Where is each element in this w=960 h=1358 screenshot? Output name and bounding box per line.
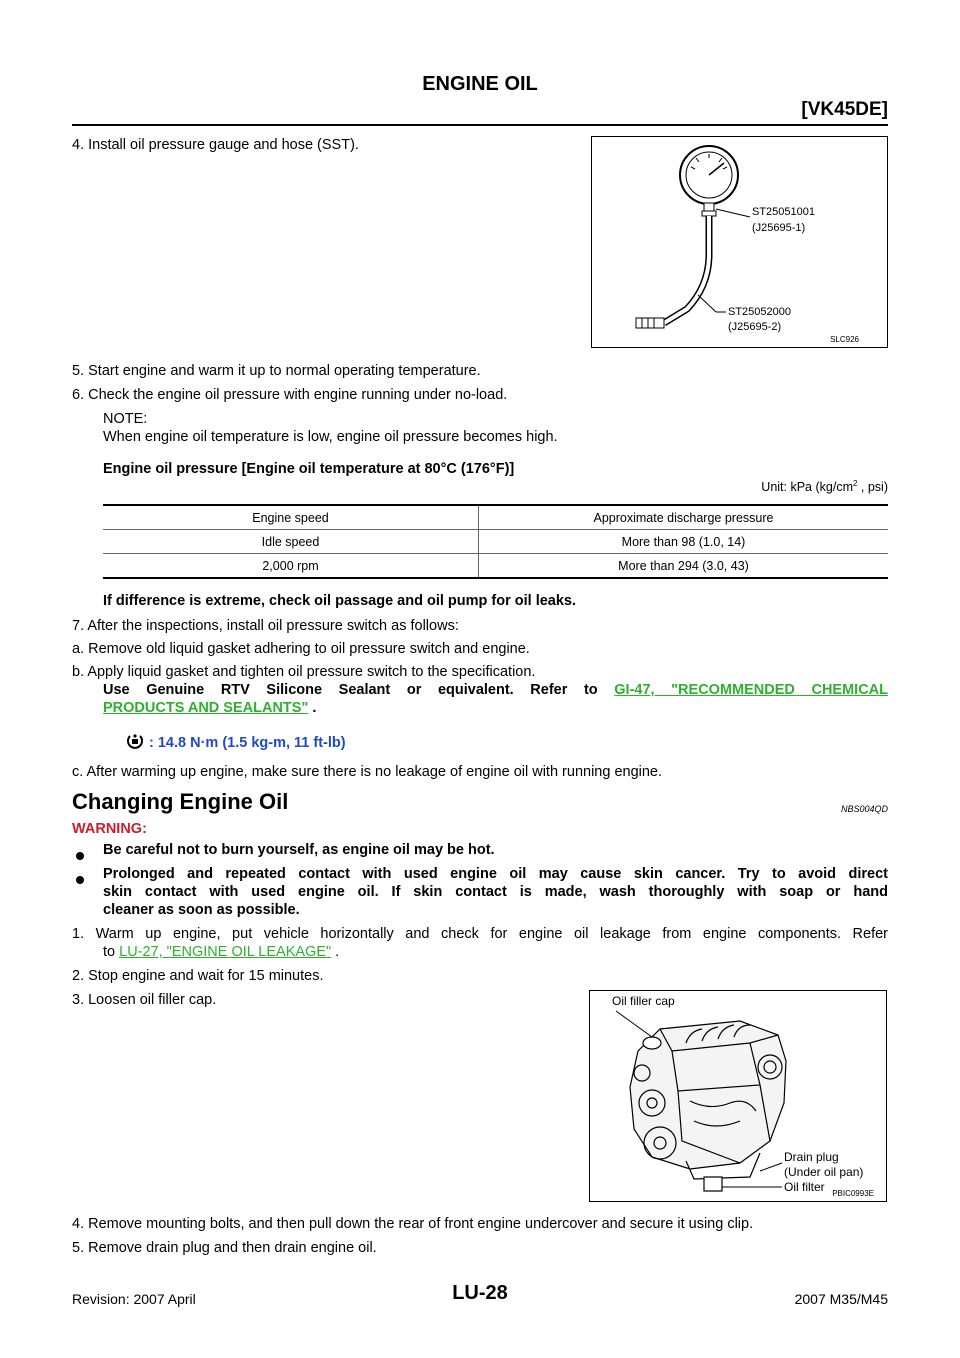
label-st25051001: ST25051001 [752,206,815,218]
table-cell: 2,000 rpm [103,554,479,578]
warning-item: Be careful not to burn yourself, as engine oil may be hot. [103,842,495,858]
label-drain-plug: Drain plug [784,1150,839,1164]
table-header: Engine speed [103,506,479,530]
page-number: LU-28 [452,1282,508,1304]
label-st25052000: ST25052000 [728,306,791,318]
page-title: ENGINE OIL [422,73,538,95]
header-rule [72,124,888,126]
note-title: NOTE: [103,411,148,427]
section-heading: Changing Engine Oil [72,789,289,814]
engine-illustration [590,991,886,1201]
oil-pressure-gauge-illustration [592,137,887,347]
oil-pressure-table [103,504,888,579]
step-b: b. Apply liquid gasket and tighten oil pressure switch to the specification. [72,664,536,680]
figure-engine [589,990,887,1202]
figure-code: PBIC0993E [832,1189,874,1198]
warning-item-cont: skin contact with used engine oil. If skin contact is made, wash thoroughly with soap or hand [103,884,888,900]
link-gi-47[interactable]: GI-47, "RECOMMENDED CHEMICAL [614,682,888,698]
table-row [103,554,888,578]
torque-spec: : 14.8 N·m (1.5 kg-m, 11 ft-lb) [149,735,346,751]
figure-code: SLC926 [830,335,859,344]
engine-model: [VK45DE] [801,99,888,120]
table-cell: More than 294 (3.0, 43) [618,558,749,573]
table-cell: Idle speed [103,530,479,554]
step-a: a. Remove old liquid gasket adhering to oil pressure switch and engine. [72,641,530,657]
label-under-oil-pan: (Under oil pan) [784,1165,864,1179]
label-oil-filter: Oil filter [784,1180,825,1194]
change-step-3: 3. Loosen oil filler cap. [72,992,217,1008]
bullet-icon [76,871,84,889]
change-step-1: 1. Warm up engine, put vehicle horizontally and check for engine oil leakage from engine components. Refer [72,926,888,942]
figure-oil-pressure-gauge [591,136,888,348]
table-header: Approximate discharge pressure [593,510,774,525]
change-step-2: 2. Stop engine and wait for 15 minutes. [72,968,324,984]
label-j25695-2: (J25695-2) [728,321,782,333]
link-gi-47-cont[interactable]: PRODUCTS AND SEALANTS" [103,700,309,716]
table-row [103,530,888,554]
sealant-instruction-cont: PRODUCTS AND SEALANTS" . [103,700,317,716]
footer-model: 2007 M35/M45 [794,1291,888,1307]
change-step-1-cont: to LU-27, "ENGINE OIL LEAKAGE" . [103,944,340,960]
warning-title: WARNING: [72,821,147,837]
sealant-instruction: Use Genuine RTV Silicone Sealant or equivalent. Refer to GI-47, "RECOMMENDED CHEMICAL [103,682,888,698]
table-header-row [103,506,888,530]
table-cell: More than 98 (1.0, 14) [621,534,746,549]
step-6: 6. Check the engine oil pressure with engine running under no-load. [72,387,508,403]
section-id: NBS004QD [840,804,888,814]
footer-revision: Revision: 2007 April [72,1291,196,1307]
note-text: When engine oil temperature is low, engine oil pressure becomes high. [103,429,558,445]
spec-title: Engine oil pressure [Engine oil temperature at 80°C (176°F)] [103,461,515,477]
difference-note: If difference is extreme, check oil passage and oil pump for oil leaks. [103,593,577,609]
bullet-icon [76,847,84,865]
step-4: 4. Install oil pressure gauge and hose (SST). [72,137,359,153]
label-oil-filler-cap: Oil filler cap [612,994,675,1008]
unit-label: Unit: kPa ($kg/cm^2$ , psi) [761,479,888,495]
step-5: 5. Start engine and warm it up to normal operating temperature. [72,363,481,379]
label-j25695-1: (J25695-1) [752,222,806,234]
change-step-5: 5. Remove drain plug and then drain engine oil. [72,1240,377,1256]
torque-wrench-icon [127,733,143,749]
link-lu-27[interactable]: LU-27, "ENGINE OIL LEAKAGE" [119,944,332,960]
step-7: 7. After the inspections, install oil pressure switch as follows: [72,618,459,634]
change-step-4: 4. Remove mounting bolts, and then pull down the rear of front engine undercover and secure it using clip. [72,1216,754,1232]
step-c: c. After warming up engine, make sure there is no leakage of engine oil with running engine. [72,764,663,780]
warning-item-cont: cleaner as soon as possible. [103,902,300,918]
warning-item: Prolonged and repeated contact with used engine oil may cause skin cancer. Try to avoid direct [103,866,888,882]
